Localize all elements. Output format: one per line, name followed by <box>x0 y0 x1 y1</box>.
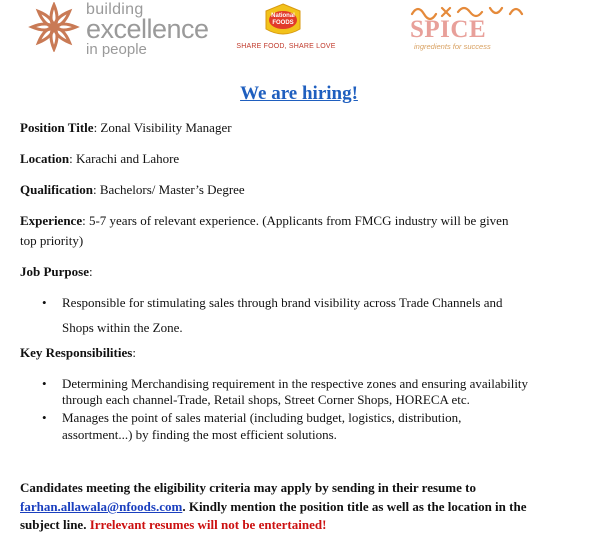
email-link[interactable]: farhan.allawala@nfoods.com <box>20 499 183 514</box>
experience-value: : 5-7 years of relevant experience. (Applicants from FMCG industry will be given <box>82 213 509 228</box>
badge-line1: National <box>271 13 295 19</box>
location-value: : Karachi and Lahore <box>69 151 180 166</box>
position-line <box>20 120 232 136</box>
responsibility-1-line2: through each channel-Trade, Retail shops, Street Corner Shops, HORECA etc. <box>62 392 470 407</box>
qualification-label: Qualification <box>20 182 93 197</box>
footer-line2 <box>20 499 526 515</box>
experience-label: Experience <box>20 213 83 228</box>
logo1-text <box>86 2 209 57</box>
national-foods-logo <box>236 3 336 53</box>
footer-line3 <box>20 517 326 533</box>
responsibility-2-line1: Manages the point of sales material (including budget, logistics, distribution, <box>62 410 462 425</box>
spice-tagline: ingredients for success <box>414 42 491 51</box>
footer-line3-start: subject line. <box>20 517 90 532</box>
qualification-line <box>20 182 245 198</box>
key-responsibilities-label: Key Responsibilities <box>20 345 133 360</box>
responsibility-1-line1: Determining Merchandising requirement in the respective zones and ensuring availability <box>62 376 529 391</box>
footer-line1: Candidates meeting the eligibility criteria may apply by sending in their resume to <box>20 480 476 495</box>
warning-text: Irrelevant resumes will not be entertained! <box>89 517 327 532</box>
job-purpose-heading <box>20 264 93 280</box>
logo1-line2: excellence <box>86 14 209 44</box>
position-label: Position Title <box>20 120 94 135</box>
bullet-icon: • <box>42 410 47 425</box>
location-line <box>20 151 179 167</box>
key-responsibilities-heading <box>20 345 136 361</box>
position-value: : Zonal Visibility Manager <box>93 120 232 135</box>
logo1-line1: building <box>86 1 144 18</box>
job-purpose-item-line2: Shops within the Zone. <box>62 320 183 335</box>
flower-logo-icon <box>28 2 80 52</box>
badge-line2: FOODS <box>272 20 294 26</box>
qualification-value: : Bachelors/ Master’s Degree <box>92 182 245 197</box>
experience-line-2: top priority) <box>20 233 84 248</box>
national-foods-tagline: SHARE FOOD, SHARE LOVE <box>236 43 336 50</box>
key-responsibilities-colon: : <box>132 345 136 360</box>
responsibility-2-line2: assortment...) by finding the most efficient solutions. <box>62 427 337 442</box>
logo-bar <box>0 0 613 62</box>
page-title: We are hiring! <box>240 83 358 104</box>
logo1-line3: in people <box>86 41 147 58</box>
bullet-icon: • <box>42 376 47 391</box>
bullet-icon: • <box>42 295 47 310</box>
experience-line <box>20 213 508 229</box>
building-excellence-logo <box>28 1 218 58</box>
location-label: Location <box>20 151 70 166</box>
spice-logo <box>406 4 531 54</box>
footer-line2-rest: . Kindly mention the position title as well as the location in the <box>182 499 527 514</box>
job-purpose-colon: : <box>88 264 93 279</box>
job-purpose-label: Job Purpose <box>20 264 89 279</box>
job-purpose-item-line1: Responsible for stimulating sales through brand visibility across Trade Channels and <box>62 295 503 310</box>
spice-title: SPICE <box>410 16 487 43</box>
national-foods-badge-icon <box>262 3 304 39</box>
